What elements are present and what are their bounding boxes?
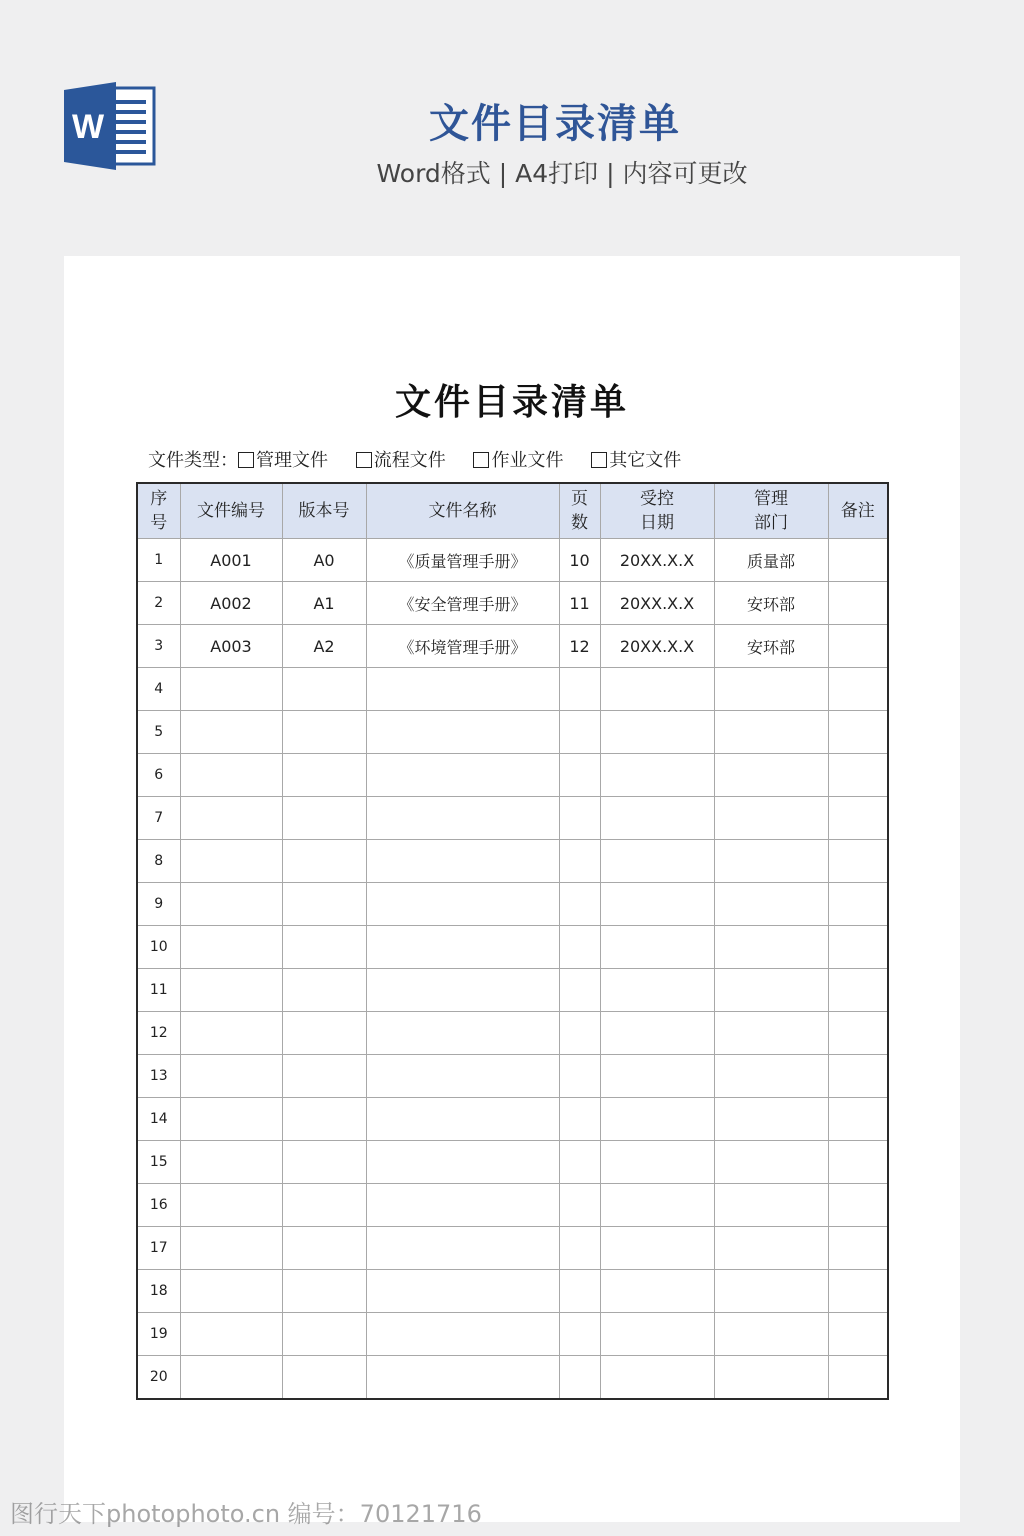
table-row [137,840,888,883]
cell-controlled-date[interactable] [600,1055,714,1098]
cell-seq[interactable]: 1 [137,539,180,582]
cell-pages[interactable] [559,668,600,711]
cell-version[interactable]: A1 [282,582,366,625]
cell-file-name[interactable] [366,1356,559,1400]
cell-seq[interactable]: 19 [137,1313,180,1356]
cell-version[interactable] [282,668,366,711]
cell-file-name[interactable] [366,1313,559,1356]
cell-file-no[interactable] [180,1227,282,1270]
cell-pages[interactable] [559,1012,600,1055]
cell-file-no[interactable] [180,1012,282,1055]
cell-version[interactable]: A2 [282,625,366,668]
header-file-name: 文件名称 [366,483,559,539]
cell-controlled-date[interactable] [600,1313,714,1356]
header-remark: 备注 [828,483,888,539]
word-logo-letter: W [71,108,105,146]
cell-seq[interactable]: 2 [137,582,180,625]
cell-pages[interactable] [559,1055,600,1098]
cell-remark[interactable] [828,539,888,582]
file-type-option-operation[interactable] [473,450,563,471]
header-version: 版本号 [282,483,366,539]
checkbox-icon[interactable] [238,452,254,468]
cell-pages[interactable] [559,1227,600,1270]
cell-file-no[interactable] [180,1055,282,1098]
cell-file-no[interactable] [180,1356,282,1400]
header-file-no: 文件编号 [180,483,282,539]
table-row [137,1184,888,1227]
cell-file-name[interactable] [366,754,559,797]
cell-department[interactable] [714,668,828,711]
cell-seq[interactable]: 16 [137,1184,180,1227]
cell-remark[interactable] [828,1098,888,1141]
cell-seq[interactable]: 20 [137,1356,180,1400]
cell-remark[interactable] [828,1227,888,1270]
cell-file-name[interactable] [366,1141,559,1184]
cell-version[interactable] [282,1184,366,1227]
cell-controlled-date[interactable] [600,1184,714,1227]
cell-pages[interactable] [559,1313,600,1356]
cell-controlled-date[interactable] [600,1270,714,1313]
cell-remark[interactable] [828,926,888,969]
cell-controlled-date[interactable] [600,883,714,926]
cell-file-no[interactable]: A001 [180,539,282,582]
cell-department[interactable] [714,1270,828,1313]
cell-file-name[interactable]: 《环境管理手册》 [366,625,559,668]
cell-department[interactable] [714,1141,828,1184]
cell-remark[interactable] [828,883,888,926]
table-row [137,1227,888,1270]
cell-remark[interactable] [828,969,888,1012]
cell-department[interactable] [714,1313,828,1356]
cell-seq[interactable]: 13 [137,1055,180,1098]
cell-controlled-date[interactable] [600,926,714,969]
cell-version[interactable]: A0 [282,539,366,582]
cell-version[interactable] [282,969,366,1012]
table-row [137,1055,888,1098]
cell-pages[interactable] [559,711,600,754]
cell-version[interactable] [282,1270,366,1313]
cell-controlled-date[interactable] [600,754,714,797]
cell-file-no[interactable] [180,754,282,797]
cell-department[interactable] [714,883,828,926]
cell-department[interactable] [714,1184,828,1227]
table-row [137,668,888,711]
cell-controlled-date[interactable] [600,711,714,754]
cell-controlled-date[interactable]: 20XX.X.X [600,539,714,582]
cell-controlled-date[interactable] [600,1141,714,1184]
header-controlled-date: 受控 日期 [600,483,714,539]
cell-file-name[interactable] [366,883,559,926]
cell-file-name[interactable]: 《安全管理手册》 [366,582,559,625]
cell-file-no[interactable] [180,1270,282,1313]
cell-controlled-date[interactable]: 20XX.X.X [600,582,714,625]
table-row [137,1356,888,1400]
table-row [137,754,888,797]
cell-controlled-date[interactable] [600,1227,714,1270]
cell-controlled-date[interactable] [600,969,714,1012]
cell-seq[interactable]: 11 [137,969,180,1012]
cell-pages[interactable] [559,1098,600,1141]
cell-seq[interactable]: 14 [137,1098,180,1141]
file-type-option-process[interactable] [356,450,446,471]
cell-file-no[interactable]: A003 [180,625,282,668]
cell-pages[interactable] [559,1356,600,1400]
cell-department[interactable] [714,711,828,754]
cell-remark[interactable] [828,625,888,668]
cell-version[interactable] [282,1141,366,1184]
header-department: 管理 部门 [714,483,828,539]
cell-file-no[interactable] [180,1313,282,1356]
cell-file-name[interactable] [366,711,559,754]
cell-file-no[interactable] [180,711,282,754]
table-row [137,1012,888,1055]
cell-seq[interactable]: 7 [137,797,180,840]
cell-remark[interactable] [828,582,888,625]
cell-department[interactable] [714,926,828,969]
cell-department[interactable] [714,1055,828,1098]
checkbox-icon[interactable] [591,452,607,468]
file-type-option-other[interactable] [591,450,681,471]
cell-controlled-date[interactable] [600,797,714,840]
cell-version[interactable] [282,1055,366,1098]
header-pages: 页 数 [559,483,600,539]
banner-title: 文件目录清单 [429,101,681,147]
cell-remark[interactable] [828,1184,888,1227]
cell-remark[interactable] [828,797,888,840]
cell-pages[interactable] [559,1184,600,1227]
cell-remark[interactable] [828,840,888,883]
cell-department[interactable] [714,754,828,797]
cell-file-no[interactable] [180,1184,282,1227]
cell-version[interactable] [282,1012,366,1055]
cell-remark[interactable] [828,754,888,797]
cell-department[interactable] [714,797,828,840]
cell-file-no[interactable] [180,926,282,969]
cell-seq[interactable]: 18 [137,1270,180,1313]
header-seq: 序 号 [137,483,180,539]
cell-version[interactable] [282,1356,366,1400]
cell-file-no[interactable] [180,797,282,840]
cell-version[interactable] [282,1313,366,1356]
cell-pages[interactable] [559,926,600,969]
cell-controlled-date[interactable] [600,1098,714,1141]
cell-file-name[interactable] [366,1227,559,1270]
table-body [137,539,888,1400]
cell-file-name[interactable] [366,1098,559,1141]
checkbox-icon[interactable] [473,452,489,468]
cell-seq[interactable]: 4 [137,668,180,711]
cell-pages[interactable] [559,1270,600,1313]
cell-file-no[interactable] [180,1098,282,1141]
table-row [137,883,888,926]
cell-seq[interactable]: 5 [137,711,180,754]
cell-version[interactable] [282,883,366,926]
file-type-option-label: 流程文件 [373,450,446,471]
cell-file-name[interactable] [366,1184,559,1227]
cell-version[interactable] [282,754,366,797]
table-row [137,1141,888,1184]
cell-remark[interactable] [828,668,888,711]
cell-controlled-date[interactable] [600,668,714,711]
cell-seq[interactable]: 17 [137,1227,180,1270]
cell-version[interactable] [282,1098,366,1141]
cell-department[interactable] [714,1012,828,1055]
cell-file-name[interactable] [366,840,559,883]
cell-file-name[interactable] [366,1270,559,1313]
cell-file-no[interactable] [180,668,282,711]
cell-version[interactable] [282,797,366,840]
document-title: 文件目录清单 [394,381,629,423]
cell-seq[interactable]: 8 [137,840,180,883]
cell-pages[interactable]: 10 [559,539,600,582]
checkbox-icon[interactable] [356,452,372,468]
cell-remark[interactable] [828,1012,888,1055]
table-row [137,1313,888,1356]
cell-pages[interactable]: 12 [559,625,600,668]
table-row [137,582,888,625]
cell-controlled-date[interactable] [600,1012,714,1055]
table-row [137,926,888,969]
cell-file-name[interactable] [366,668,559,711]
cell-version[interactable] [282,840,366,883]
cell-file-name[interactable] [366,926,559,969]
cell-pages[interactable]: 11 [559,582,600,625]
table-row [137,969,888,1012]
cell-file-no[interactable] [180,840,282,883]
cell-pages[interactable] [559,754,600,797]
table-row [137,625,888,668]
cell-seq[interactable]: 6 [137,754,180,797]
cell-file-name[interactable] [366,969,559,1012]
cell-seq[interactable]: 15 [137,1141,180,1184]
cell-department[interactable] [714,1356,828,1400]
cell-seq[interactable]: 9 [137,883,180,926]
cell-department[interactable] [714,1098,828,1141]
cell-controlled-date[interactable]: 20XX.X.X [600,625,714,668]
document-page [64,256,960,1522]
file-type-option-management[interactable] [238,450,328,471]
cell-version[interactable] [282,926,366,969]
cell-version[interactable] [282,711,366,754]
cell-pages[interactable] [559,840,600,883]
cell-file-name[interactable] [366,1012,559,1055]
cell-remark[interactable] [828,1141,888,1184]
cell-remark[interactable] [828,1356,888,1400]
cell-department[interactable]: 质量部 [714,539,828,582]
cell-controlled-date[interactable] [600,1356,714,1400]
cell-pages[interactable] [559,1141,600,1184]
file-type-option-label: 作业文件 [491,450,564,471]
cell-seq[interactable]: 10 [137,926,180,969]
file-type-option-label: 管理文件 [256,450,328,471]
cell-file-no[interactable] [180,969,282,1012]
watermark: 图行天下photophoto.cn 编号：70121716 [10,1500,482,1528]
cell-remark[interactable] [828,711,888,754]
cell-file-name[interactable]: 《质量管理手册》 [366,539,559,582]
cell-file-no[interactable]: A002 [180,582,282,625]
banner-subtitle: Word格式 | A4打印 | 内容可更改 [376,159,748,188]
cell-remark[interactable] [828,1270,888,1313]
file-directory-table [136,482,889,1400]
table-row [137,1098,888,1141]
cell-department[interactable] [714,969,828,1012]
cell-file-name[interactable] [366,797,559,840]
cell-department[interactable] [714,840,828,883]
table-row [137,711,888,754]
file-type-option-label: 其它文件 [609,450,682,471]
cell-file-name[interactable] [366,1055,559,1098]
file-type-label: 文件类型： [148,450,238,471]
file-type-row [148,446,681,472]
cell-version[interactable] [282,1227,366,1270]
table-row [137,1270,888,1313]
table-row [137,539,888,582]
cell-file-no[interactable] [180,1141,282,1184]
cell-seq[interactable]: 3 [137,625,180,668]
cell-controlled-date[interactable] [600,840,714,883]
table-row [137,797,888,840]
cell-pages[interactable] [559,797,600,840]
cell-pages[interactable] [559,883,600,926]
cell-department[interactable] [714,1227,828,1270]
cell-department[interactable]: 安环部 [714,582,828,625]
table-header-row [137,483,888,539]
cell-remark[interactable] [828,1313,888,1356]
cell-department[interactable]: 安环部 [714,625,828,668]
cell-seq[interactable]: 12 [137,1012,180,1055]
cell-pages[interactable] [559,969,600,1012]
cell-file-no[interactable] [180,883,282,926]
cell-remark[interactable] [828,1055,888,1098]
